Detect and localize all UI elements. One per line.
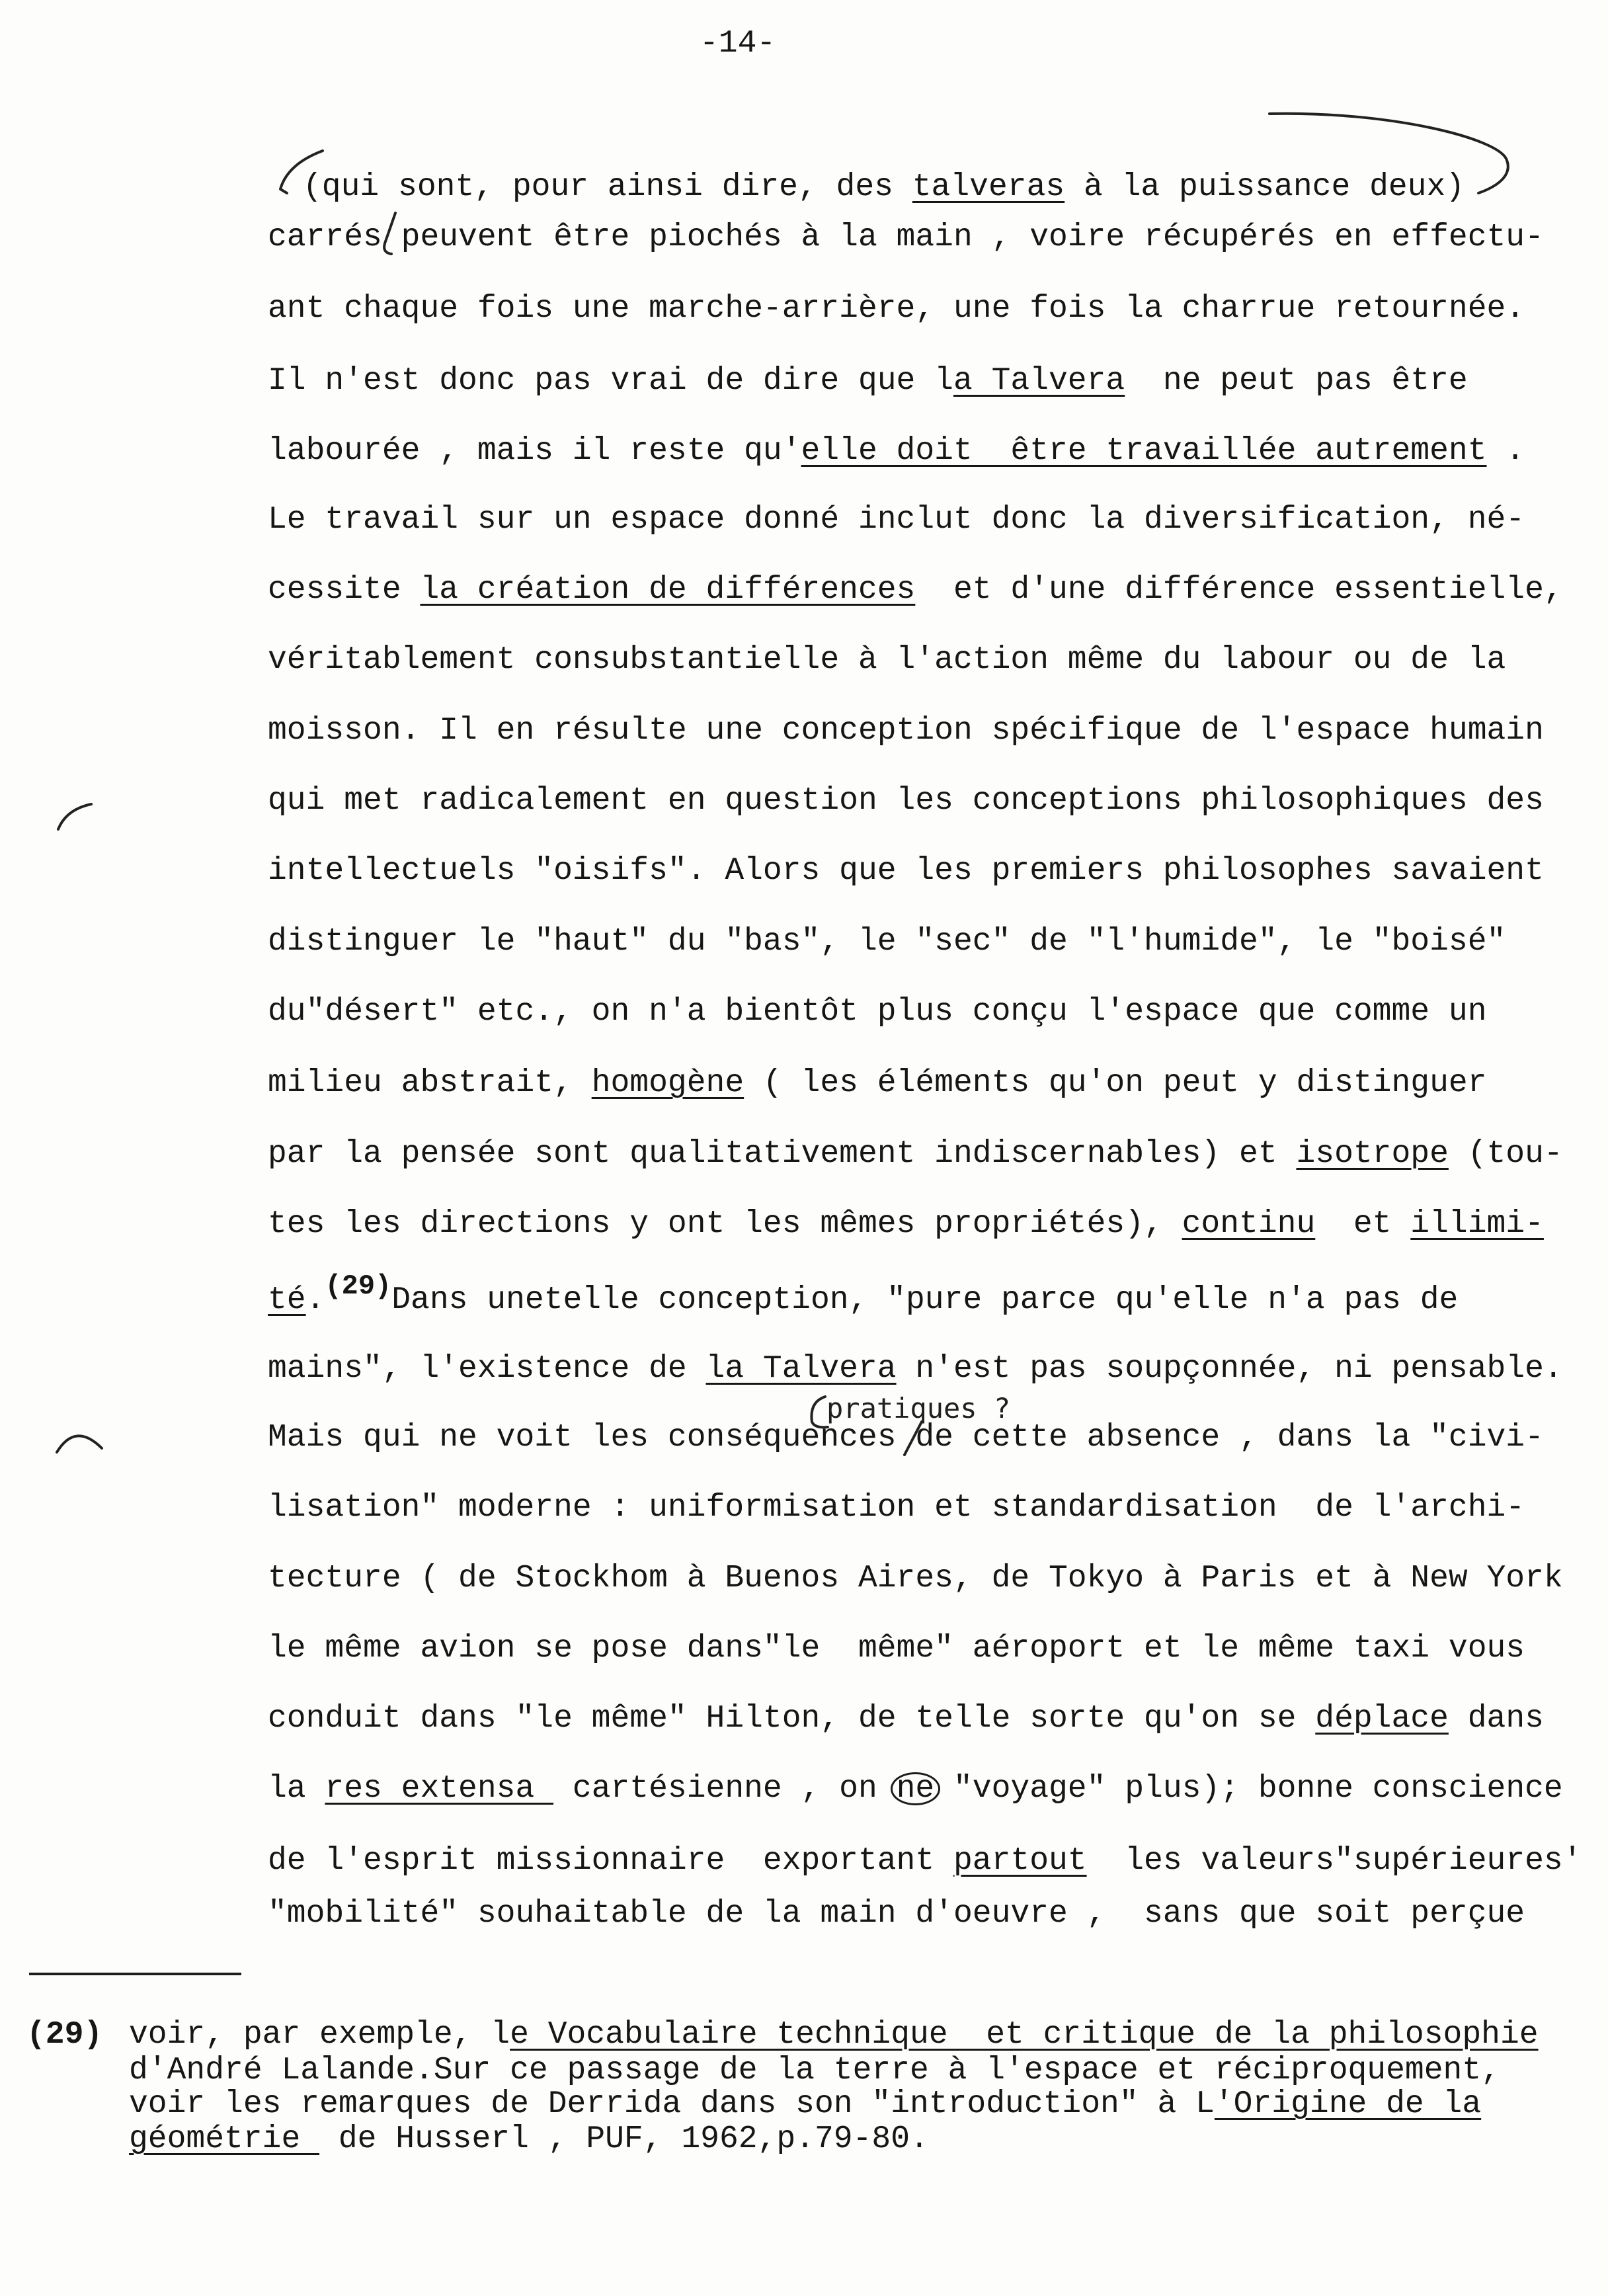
line-26-text: "mobilité" souhaitable de la main d'oeuvre , sans que soit perçue xyxy=(268,1896,1525,1932)
line-01-text-end: à la puissance deux) xyxy=(1065,169,1465,205)
footnote-line-4-text: de Husserl , PUF, 1962,p.79-80. xyxy=(319,2121,929,2157)
footnote-line-4 xyxy=(129,2122,929,2156)
text-line-24 xyxy=(268,1770,1563,1807)
line-16-text: tes les directions y ont les mêmes propriétés), xyxy=(268,1206,1182,1242)
line-18-text-end: n'est pas soupçonnée, ni pensable. xyxy=(896,1351,1563,1387)
line-20-text: lisation" moderne : uniformisation et standardisation de l'archi- xyxy=(268,1490,1525,1526)
text-line-06 xyxy=(268,501,1525,538)
line-01-text: (qui sont, pour ainsi dire, des xyxy=(303,169,912,205)
line-14-text: milieu abstrait, xyxy=(268,1065,592,1101)
footnote-line-1-text: voir, par exemple, l xyxy=(129,2017,510,2053)
underlined-isotrope: isotrope xyxy=(1296,1136,1449,1172)
line-23-text: conduit dans "le même" Hilton, de telle sorte qu'on se xyxy=(268,1701,1316,1737)
text-line-14 xyxy=(268,1065,1487,1102)
line-08-text: véritablement consubstantielle à l'action même du labour ou de la xyxy=(268,642,1506,678)
text-line-09 xyxy=(268,712,1544,749)
handwritten-insert-pratiques: pratiques ? xyxy=(826,1392,1011,1424)
text-line-18 xyxy=(268,1350,1563,1387)
line-25-text-end: les valeurs"supérieures' xyxy=(1086,1843,1582,1879)
text-line-02 xyxy=(268,219,1544,256)
text-line-10 xyxy=(268,782,1544,819)
text-line-26 xyxy=(268,1895,1525,1932)
underlined-te: té xyxy=(268,1282,306,1318)
line-06-text: Le travail sur un espace donné inclut donc la diversification, né- xyxy=(268,502,1525,538)
line-18-text: mains", l'existence de xyxy=(268,1351,706,1387)
line-23-text-end: dans xyxy=(1448,1701,1544,1737)
line-12-text: distinguer le "haut" du "bas", le "sec" de "l'humide", le "boisé" xyxy=(268,924,1506,960)
line-25-text: de l'esprit missionnaire exportant xyxy=(268,1843,953,1879)
line-24-text: la xyxy=(268,1771,325,1807)
footnote-line-3 xyxy=(129,2087,1481,2121)
text-line-04 xyxy=(268,362,1468,399)
line-15-text-end: (tou- xyxy=(1448,1136,1563,1172)
text-line-15 xyxy=(268,1135,1563,1172)
underlined-partout: partout xyxy=(953,1843,1087,1879)
footnote-line-3-text: voir les remarques de Derrida dans son "introduction" à L xyxy=(129,2086,1215,2122)
line-16-text-mid: et xyxy=(1315,1206,1411,1242)
line-19-text: Mais qui ne voit les conséquences de cette absence , dans la "civi- xyxy=(268,1420,1544,1456)
underlined-geometrie: géométrie xyxy=(129,2121,320,2157)
underlined-talveras: talveras xyxy=(912,169,1065,205)
underlined-creation-de-differences: la création de différences xyxy=(420,572,916,608)
line-21-text: tecture ( de Stockhom à Buenos Aires, de Tokyo à Paris et à New York xyxy=(268,1561,1563,1596)
line-07-text-end: et d'une différence essentielle, xyxy=(915,572,1563,608)
footnote-line-2 xyxy=(129,2053,1500,2088)
footnote-reference: (29) xyxy=(325,1270,392,1302)
underlined-vocabulaire-title: e Vocabulaire technique et critique de la philosophie xyxy=(510,2017,1539,2053)
line-17-period: . xyxy=(305,1282,325,1318)
underlined-deplace: déplace xyxy=(1315,1701,1449,1737)
underlined-illimi: illimi- xyxy=(1410,1206,1544,1242)
text-line-20 xyxy=(268,1489,1525,1526)
line-22-text: le même avion se pose dans"le même" aéroport et le même taxi vous xyxy=(268,1631,1525,1666)
line-10-text: qui met radicalement en question les conceptions philosophiques des xyxy=(268,783,1544,819)
text-line-25 xyxy=(268,1842,1582,1879)
circled-ne: ne xyxy=(891,1772,941,1805)
text-line-12 xyxy=(268,923,1506,960)
line-15-text: par la pensée sont qualitativement indiscernables) et xyxy=(268,1136,1297,1172)
text-line-11 xyxy=(268,852,1544,889)
footnote-marker: (29) xyxy=(26,2017,103,2053)
text-line-19 xyxy=(268,1419,1544,1456)
text-line-21 xyxy=(268,1560,1563,1597)
line-04-text: Il n'est donc pas vrai de dire que l xyxy=(268,363,953,399)
page-number: -14- xyxy=(700,26,776,62)
line-24-text-end: "voyage" plus); bonne conscience xyxy=(934,1771,1563,1807)
underlined-travaillee-autrement: elle doit être travaillée autrement xyxy=(801,433,1487,469)
text-line-16 xyxy=(268,1206,1544,1243)
text-line-22 xyxy=(268,1630,1525,1667)
footnote-separator xyxy=(29,1973,241,1975)
text-line-13 xyxy=(268,993,1487,1030)
text-line-17 xyxy=(268,1270,1459,1319)
line-11-text: intellectuels "oisifs". Alors que les premiers philosophes savaient xyxy=(268,853,1544,889)
margin-mark-2 xyxy=(57,1436,102,1452)
line-13-text: du"désert" etc., on n'a bientôt plus conçu l'espace que comme un xyxy=(268,994,1487,1030)
line-04-text-end: ne peut pas être xyxy=(1125,363,1468,399)
text-line-03 xyxy=(268,290,1525,327)
text-line-08 xyxy=(268,641,1506,678)
line-07-text: cessite xyxy=(268,572,421,608)
line-03-text: ant chaque fois une marche-arrière, une fois la charrue retournée. xyxy=(268,291,1525,327)
line-05-text: labourée , mais il reste qu' xyxy=(268,433,801,469)
text-line-23 xyxy=(268,1700,1544,1737)
underlined-la-talvera-2: la Talvera xyxy=(705,1351,897,1387)
line-14-text-end: ( les éléments qu'on peut y distinguer xyxy=(744,1065,1487,1101)
footnote-line-2-text: d'André Lalande.Sur ce passage de la terre à l'espace et réciproquement, xyxy=(129,2053,1500,2088)
text-line-07 xyxy=(268,571,1563,608)
line-24-text-mid: cartésienne , on xyxy=(553,1771,897,1807)
text-line-01 xyxy=(303,169,1465,206)
underlined-res-extensa: res extensa xyxy=(325,1771,554,1807)
line-02-text: carrés peuvent être piochés à la main , voire récupérés en effectu- xyxy=(268,220,1544,255)
underlined-continu: continu xyxy=(1182,1206,1316,1242)
line-09-text: moisson. Il en résulte une conception spécifique de l'espace humain xyxy=(268,713,1544,749)
margin-mark-1 xyxy=(58,804,91,829)
text-line-05 xyxy=(268,432,1525,470)
underlined-homogene: homogène xyxy=(591,1065,744,1101)
line-17-text: Dans unetelle conception, "pure parce qu'elle n'a pas de xyxy=(391,1282,1459,1318)
underlined-la-talvera: a Talvera xyxy=(953,363,1125,399)
underlined-origine-title: 'Origine de la xyxy=(1214,2086,1482,2122)
footnote-line-1 xyxy=(129,2018,1539,2052)
line-05-text-end: . xyxy=(1486,433,1525,469)
